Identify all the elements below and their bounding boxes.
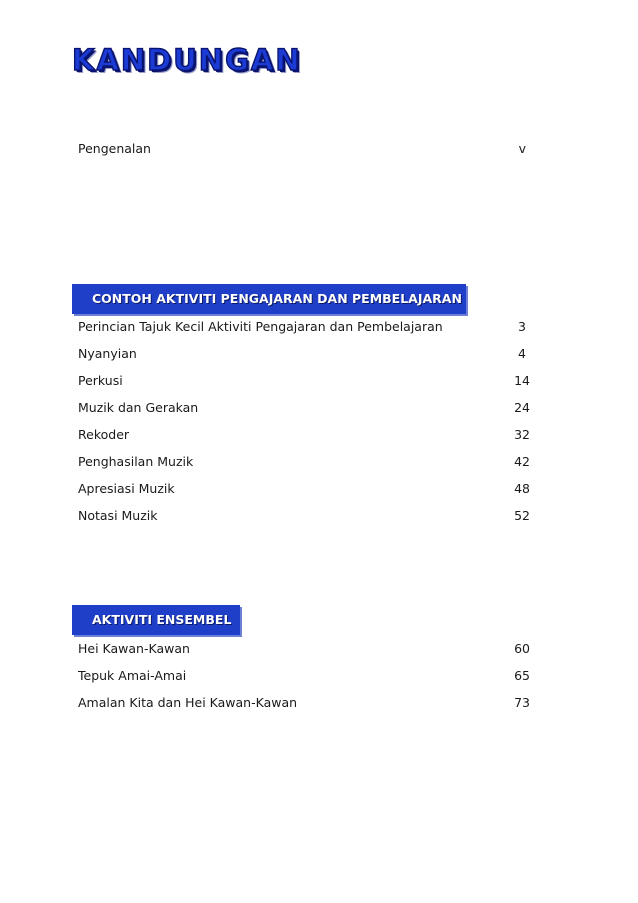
section-header-contoh-aktiviti [72, 284, 466, 314]
section-header-aktiviti-ensembel [72, 605, 240, 635]
toc-entry[interactable] [78, 399, 532, 417]
section-header-label: CONTOH AKTIVITI PENGAJARAN DAN PEMBELAJARAN [92, 291, 462, 306]
toc-entry[interactable] [78, 453, 532, 471]
toc-entry-page: v [518, 141, 526, 156]
toc-entry-label: Perkusi [78, 373, 123, 388]
toc-entry-page: 73 [514, 695, 530, 710]
toc-entry[interactable] [78, 507, 532, 525]
toc-entry[interactable] [78, 694, 532, 712]
toc-entry-page: 14 [514, 373, 530, 388]
toc-entry-label: Hei Kawan-Kawan [78, 641, 190, 656]
toc-entry-page: 48 [514, 481, 530, 496]
toc-entry-page: 24 [514, 400, 530, 415]
toc-entry-label: Notasi Muzik [78, 508, 158, 523]
toc-entry-label: Penghasilan Muzik [78, 454, 194, 469]
toc-entry[interactable] [78, 667, 532, 685]
toc-entry-label: Perincian Tajuk Kecil Aktiviti Pengajaran dan Pembelajaran [78, 319, 443, 334]
toc-entry-label: Rekoder [78, 427, 130, 442]
toc-entry-label: Apresiasi Muzik [78, 481, 175, 496]
toc-entry-page: 32 [514, 427, 530, 442]
toc-entry-label: Nyanyian [78, 346, 137, 361]
toc-entry[interactable] [78, 345, 532, 363]
toc-entry-page: 4 [518, 346, 526, 361]
toc-entry-label: Amalan Kita dan Hei Kawan-Kawan [78, 695, 298, 710]
toc-entry-label: Tepuk Amai-Amai [78, 668, 187, 683]
toc-entry[interactable] [78, 426, 532, 444]
toc-entry-page: 3 [518, 319, 526, 334]
section-header-label: AKTIVITI ENSEMBEL [92, 612, 232, 627]
toc-entry-page: 52 [514, 508, 530, 523]
toc-entry[interactable] [78, 372, 532, 390]
toc-entry-page: 60 [514, 641, 530, 656]
toc-entry-label: Muzik dan Gerakan [78, 400, 199, 415]
toc-entry-label: Pengenalan [78, 141, 151, 156]
toc-entry-page: 42 [514, 454, 530, 469]
toc-entry-pengenalan[interactable] [78, 140, 532, 158]
toc-entry[interactable] [78, 480, 532, 498]
page-title: KANDUNGAN [72, 43, 302, 77]
toc-entry[interactable] [78, 318, 532, 336]
toc-entry-page: 65 [514, 668, 530, 683]
toc-entry[interactable] [78, 640, 532, 658]
